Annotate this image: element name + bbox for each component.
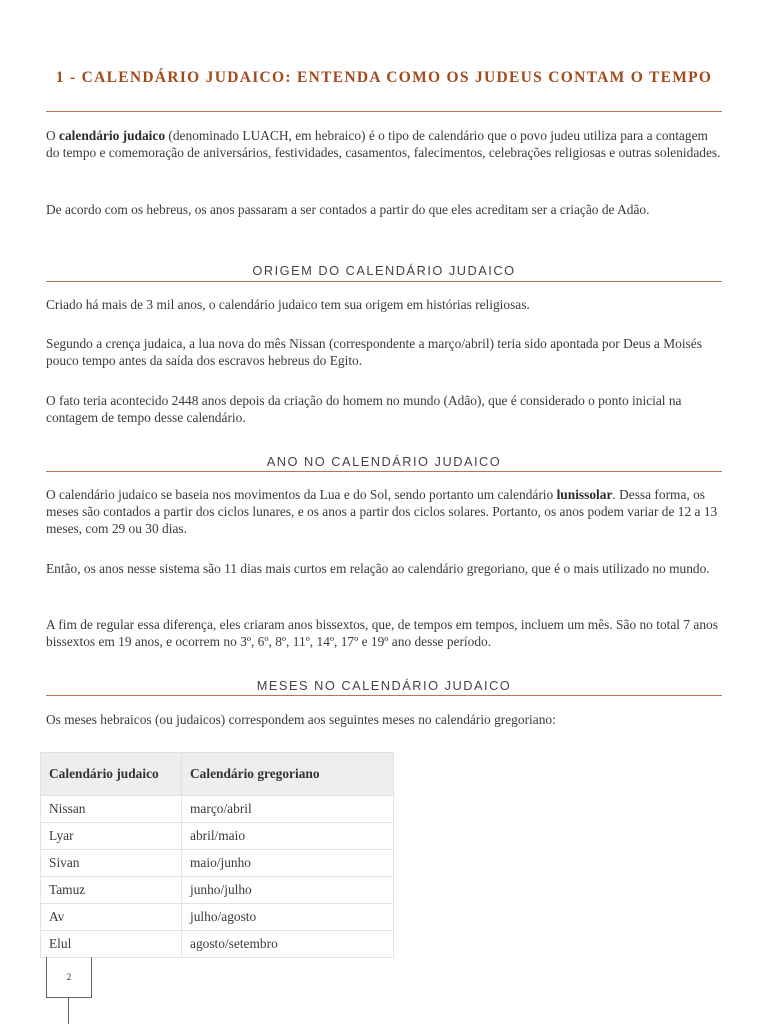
table-cell-judaico: Elul bbox=[41, 931, 182, 958]
intro-paragraph-1 bbox=[46, 128, 722, 162]
origem-paragraph-3: O fato teria acontecido 2448 anos depois da criação do homem no mundo (Adão), que é considerado o ponto inicial na contagem de tempo desse calendário. bbox=[46, 393, 682, 425]
table-row bbox=[41, 931, 394, 958]
table-row bbox=[41, 904, 394, 931]
ano-p1-rest: . Dessa forma, os meses são contados a partir dos ciclos lunares, e os anos a partir dos ciclos solares. Portanto, os anos podem variar de 12 a 13 meses, com 29 ou 30 dias. bbox=[46, 487, 718, 536]
months-table bbox=[40, 752, 394, 958]
ano-p1-bold: lunissolar bbox=[556, 487, 613, 502]
section-heading-origem: ORIGEM DO CALENDÁRIO JUDAICO bbox=[252, 263, 516, 278]
page-number-line bbox=[68, 998, 69, 1024]
intro-p1-bold: calendário judaico bbox=[59, 128, 166, 143]
section-divider-meses bbox=[46, 695, 722, 696]
document-title: 1 - CALENDÁRIO JUDAICO: ENTENDA COMO OS JUDEUS CONTAM O TEMPO bbox=[55, 69, 713, 86]
title-divider bbox=[46, 111, 722, 112]
table-cell-gregoriano: agosto/setembro bbox=[182, 931, 394, 958]
table-cell-gregoriano: junho/julho bbox=[182, 877, 394, 904]
table-row bbox=[41, 823, 394, 850]
origem-paragraph-2: Segundo a crença judaica, a lua nova do mês Nissan (correspondente a março/abril) teria sido apontada por Deus a Moisés pouco tempo antes da saída dos escravos hebreus do Egito. bbox=[46, 336, 702, 368]
table-cell-gregoriano: abril/maio bbox=[182, 823, 394, 850]
section-heading-ano: ANO NO CALENDÁRIO JUDAICO bbox=[266, 454, 502, 469]
page-number: 2 bbox=[66, 972, 72, 982]
section-divider-ano bbox=[46, 471, 722, 472]
intro-paragraph-2: De acordo com os hebreus, os anos passaram a ser contados a partir do que eles acreditam ser a criação de Adão. bbox=[46, 202, 650, 217]
table-row bbox=[41, 877, 394, 904]
table-cell-judaico: Av bbox=[41, 904, 182, 931]
table-cell-judaico: Tamuz bbox=[41, 877, 182, 904]
table-cell-gregoriano: março/abril bbox=[182, 796, 394, 823]
table-cell-judaico: Lyar bbox=[41, 823, 182, 850]
ano-paragraph-3: A fim de regular essa diferença, eles criaram anos bissextos, que, de tempos em tempos, incluem um mês. São no total 7 anos bissextos em 19 anos, e ocorrem no 3º, 6º, 8º, 11º, 14º, 17º e 19º ano desse período. bbox=[46, 617, 718, 649]
table-header-row bbox=[41, 753, 394, 796]
table-cell-gregoriano: maio/junho bbox=[182, 850, 394, 877]
table-header-gregoriano: Calendário gregoriano bbox=[182, 753, 394, 796]
meses-paragraph-1: Os meses hebraicos (ou judaicos) correspondem aos seguintes meses no calendário gregoriano: bbox=[46, 712, 556, 727]
ano-paragraph-2: Então, os anos nesse sistema são 11 dias mais curtos em relação ao calendário gregoriano, que é o mais utilizado no mundo. bbox=[46, 561, 710, 576]
intro-p1-rest: (denominado LUACH, em hebraico) é o tipo de calendário que o povo judeu utiliza para a contagem do tempo e comemoração de aniversários, festividades, casamentos, falecimentos, celebrações religiosas e outras solenidades. bbox=[46, 128, 721, 160]
table-cell-gregoriano: julho/agosto bbox=[182, 904, 394, 931]
section-divider-origem bbox=[46, 281, 722, 282]
section-heading-meses: MESES NO CALENDÁRIO JUDAICO bbox=[256, 678, 512, 693]
ano-paragraph-1 bbox=[46, 487, 722, 537]
ano-p1-start: O calendário judaico se baseia nos movimentos da Lua e do Sol, sendo portanto um calendário bbox=[46, 487, 557, 502]
table-cell-judaico: Sivan bbox=[41, 850, 182, 877]
intro-p1-start: O bbox=[46, 128, 60, 143]
table-header-judaico: Calendário judaico bbox=[41, 753, 182, 796]
table-row bbox=[41, 796, 394, 823]
origem-paragraph-1: Criado há mais de 3 mil anos, o calendário judaico tem sua origem em histórias religiosas. bbox=[46, 297, 530, 312]
table-cell-judaico: Nissan bbox=[41, 796, 182, 823]
page-number-box bbox=[46, 957, 92, 998]
table-row bbox=[41, 850, 394, 877]
